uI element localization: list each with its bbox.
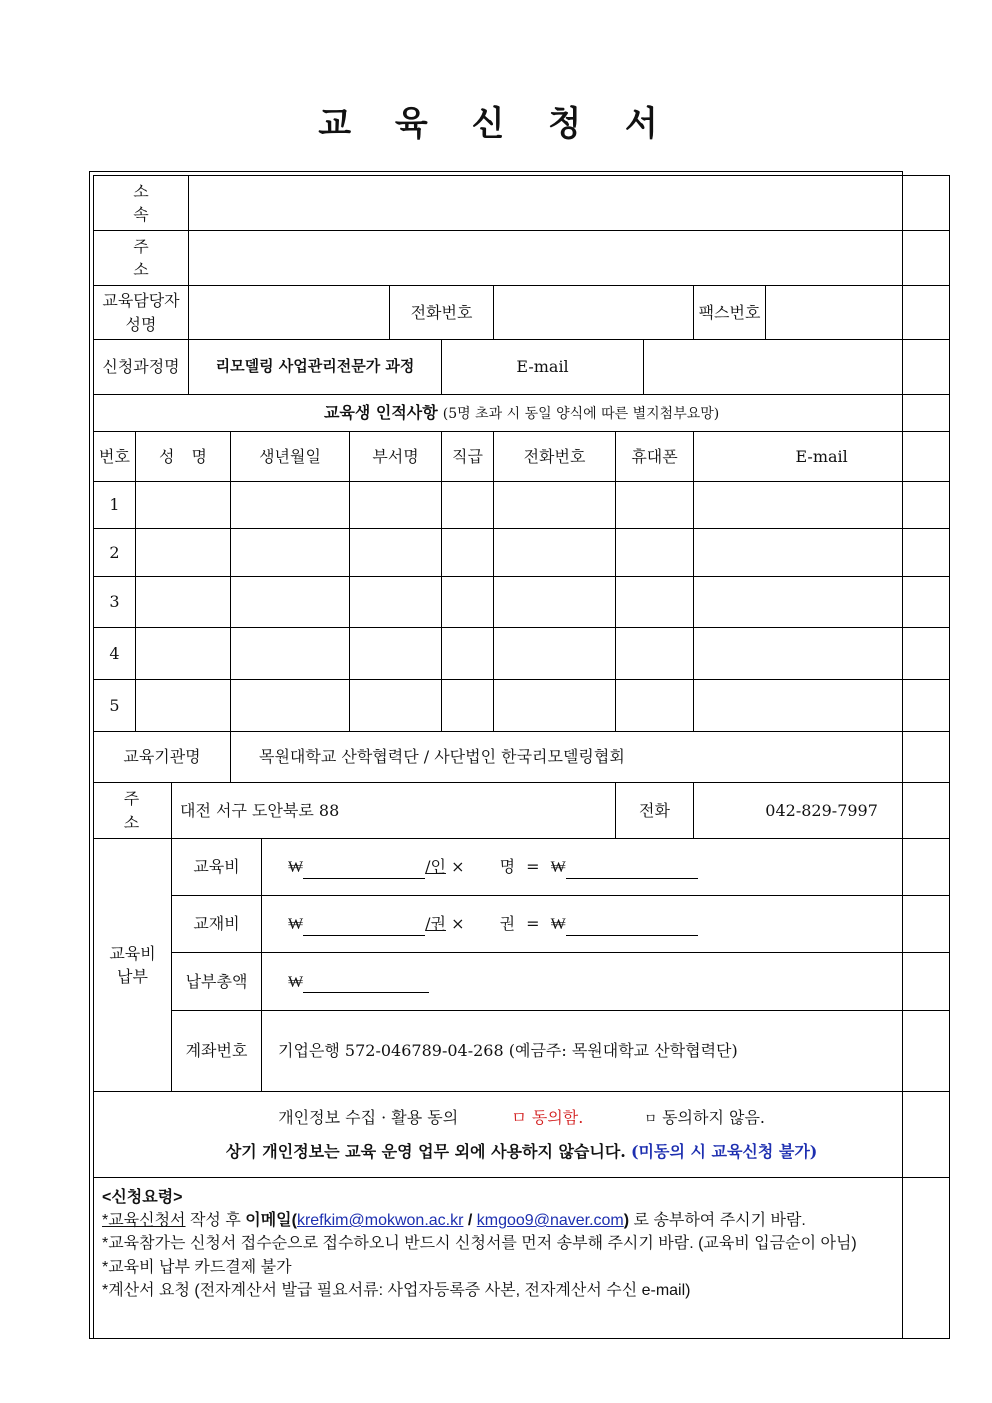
institution-row bbox=[94, 732, 950, 783]
phone-input[interactable] bbox=[494, 286, 694, 340]
consent-notice: 상기 개인정보는 교육 운영 업무 외에 사용하지 않습니다. bbox=[225, 1141, 626, 1161]
textbook-unit-input[interactable] bbox=[303, 917, 425, 936]
institution-name-label: 교육기관명 bbox=[94, 732, 231, 783]
student-row bbox=[94, 482, 950, 529]
students-heading bbox=[94, 395, 950, 432]
won-sign: ₩ bbox=[288, 857, 304, 877]
fax-input[interactable] bbox=[766, 286, 950, 340]
address-label: 주 소 bbox=[94, 231, 189, 286]
email-input[interactable] bbox=[644, 340, 950, 395]
student-name-input[interactable] bbox=[136, 680, 231, 732]
student-row bbox=[94, 680, 950, 732]
people-count-label: 명 bbox=[499, 857, 516, 877]
account-row bbox=[94, 1011, 950, 1092]
student-phone-input[interactable] bbox=[494, 628, 616, 680]
payment-group-label bbox=[94, 839, 172, 1092]
email-link-1[interactable]: krefkim@mokwon.ac.kr bbox=[296, 1212, 464, 1230]
institution-address-row bbox=[94, 783, 950, 839]
col-header-position: 직급 bbox=[442, 432, 494, 482]
equals-sign: = bbox=[526, 857, 540, 877]
students-heading-row bbox=[94, 395, 950, 432]
per-person-text: /인 bbox=[425, 857, 446, 877]
student-phone-input[interactable] bbox=[494, 577, 616, 628]
manager-label-line2: 성명 bbox=[125, 314, 157, 334]
guide-line1-b: 작성 후 bbox=[185, 1212, 246, 1230]
page-title: 교 육 신 청 서 bbox=[318, 104, 674, 144]
guide-cell bbox=[94, 1178, 950, 1339]
guide-row bbox=[94, 1178, 950, 1339]
consent-notice-line bbox=[94, 1136, 949, 1168]
books-count-label: 권 bbox=[499, 914, 516, 934]
guide-line1-c: 이메일( bbox=[245, 1212, 297, 1230]
student-mobile-input[interactable] bbox=[616, 628, 694, 680]
textbook-subtotal-input[interactable] bbox=[566, 917, 698, 936]
course-label: 신청과정명 bbox=[94, 340, 189, 395]
affiliation-label: 소 속 bbox=[94, 176, 189, 231]
student-phone-input[interactable] bbox=[494, 680, 616, 732]
col-header-name: 성 명 bbox=[136, 432, 231, 482]
consent-text: 개인정보 수집 · 활용 동의 bbox=[278, 1107, 459, 1127]
col-header-mobile: 휴대폰 bbox=[616, 432, 694, 482]
manager-label-line1: 교육담당자 bbox=[102, 291, 180, 311]
consent-cell bbox=[94, 1092, 950, 1178]
student-position-input[interactable] bbox=[442, 482, 494, 529]
student-mobile-input[interactable] bbox=[616, 482, 694, 529]
disagree-label: 동의하지 않음. bbox=[662, 1107, 765, 1127]
guide-line-2: *교육참가는 신청서 접수순으로 접수하오니 반드시 신청서를 먼저 송부해 주시기 바람. (교육비 입금순이 아님) bbox=[102, 1235, 857, 1253]
consent-notice-note: (미동의 시 교육신청 불가) bbox=[630, 1141, 818, 1161]
student-department-input[interactable] bbox=[350, 628, 442, 680]
guide-line1-a: *교육신청서 bbox=[102, 1212, 186, 1230]
course-row bbox=[94, 340, 950, 395]
student-phone-input[interactable] bbox=[494, 529, 616, 577]
email-label: E-mail bbox=[442, 340, 644, 395]
student-department-input[interactable] bbox=[350, 529, 442, 577]
student-row bbox=[94, 628, 950, 680]
student-email-input[interactable] bbox=[694, 482, 950, 529]
institution-address-label: 주 소 bbox=[94, 783, 172, 839]
student-name-input[interactable] bbox=[136, 482, 231, 529]
students-heading-title: 교육생 인적사항 bbox=[323, 403, 438, 423]
times-sign: × bbox=[451, 857, 465, 877]
total-label: 납부총액 bbox=[172, 953, 262, 1011]
address-row bbox=[94, 231, 950, 286]
student-name-input[interactable] bbox=[136, 628, 231, 680]
textbook-formula bbox=[262, 896, 950, 953]
address-input[interactable] bbox=[189, 231, 950, 286]
affiliation-row bbox=[94, 176, 950, 231]
col-header-number: 번호 bbox=[94, 432, 136, 482]
student-number: 3 bbox=[94, 577, 136, 628]
student-department-input[interactable] bbox=[350, 680, 442, 732]
student-position-input[interactable] bbox=[442, 529, 494, 577]
textbook-row bbox=[94, 896, 950, 953]
guide-line-4: *계산서 요청 (전자계산서 발급 필요서류: 사업자등록증 사본, 전자계산서 수신 e-mail) bbox=[102, 1281, 691, 1299]
institution-address-value: 대전 서구 도안북로 88 bbox=[172, 783, 616, 839]
student-phone-input[interactable] bbox=[494, 482, 616, 529]
agree-checkbox[interactable]: ㅁ bbox=[511, 1107, 527, 1127]
student-position-input[interactable] bbox=[442, 628, 494, 680]
student-number: 4 bbox=[94, 628, 136, 680]
guide-line1-e: 로 송부하여 주시기 바람. bbox=[629, 1212, 806, 1230]
guide-line-1 bbox=[102, 1209, 941, 1232]
account-value: 기업은행 572-046789-04-268 (예금주: 목원대학교 산학협력단) bbox=[262, 1011, 950, 1092]
won-sign: ₩ bbox=[288, 971, 304, 991]
total-row bbox=[94, 953, 950, 1011]
won-sign: ₩ bbox=[288, 914, 304, 934]
fax-label: 팩스번호 bbox=[694, 286, 766, 340]
student-birthdate-input[interactable] bbox=[231, 529, 350, 577]
student-email-input[interactable] bbox=[694, 529, 950, 577]
student-mobile-input[interactable] bbox=[616, 680, 694, 732]
student-mobile-input[interactable] bbox=[616, 577, 694, 628]
student-number: 1 bbox=[94, 482, 136, 529]
student-number: 5 bbox=[94, 680, 136, 732]
application-form-table bbox=[93, 175, 950, 1339]
student-department-input[interactable] bbox=[350, 577, 442, 628]
tuition-unit-input[interactable] bbox=[303, 860, 425, 879]
course-value: 리모델링 사업관리전문가 과정 bbox=[189, 340, 442, 395]
email-link-2[interactable]: kmgoo9@naver.com bbox=[476, 1212, 624, 1230]
manager-row bbox=[94, 286, 950, 340]
student-name-input[interactable] bbox=[136, 529, 231, 577]
agree-label: 동의함. bbox=[531, 1107, 584, 1127]
col-header-department: 부서명 bbox=[350, 432, 442, 482]
guide-heading: <신청요령> bbox=[102, 1189, 183, 1206]
total-formula bbox=[262, 953, 950, 1011]
textbook-label: 교재비 bbox=[172, 896, 262, 953]
disagree-checkbox[interactable]: ㅁ bbox=[644, 1111, 657, 1127]
student-email-input[interactable] bbox=[694, 680, 950, 732]
student-birthdate-input[interactable] bbox=[231, 628, 350, 680]
student-birthdate-input[interactable] bbox=[231, 482, 350, 529]
affiliation-input[interactable] bbox=[189, 176, 950, 231]
tuition-formula bbox=[262, 839, 950, 896]
student-email-input[interactable] bbox=[694, 628, 950, 680]
institution-phone-value: 042-829-7997 bbox=[694, 783, 950, 839]
student-position-input[interactable] bbox=[442, 577, 494, 628]
student-birthdate-input[interactable] bbox=[231, 577, 350, 628]
tuition-subtotal-input[interactable] bbox=[566, 860, 698, 879]
guide-separator: / bbox=[463, 1212, 477, 1230]
guide-line-3: *교육비 납부 카드결제 불가 bbox=[102, 1258, 292, 1276]
institution-phone-label: 전화 bbox=[616, 783, 694, 839]
col-header-birthdate: 생년월일 bbox=[231, 432, 350, 482]
student-birthdate-input[interactable] bbox=[231, 680, 350, 732]
phone-label: 전화번호 bbox=[390, 286, 494, 340]
student-name-input[interactable] bbox=[136, 577, 231, 628]
manager-name-input[interactable] bbox=[189, 286, 390, 340]
guide-line1-d: ) bbox=[623, 1212, 630, 1230]
consent-row bbox=[94, 1092, 950, 1178]
student-position-input[interactable] bbox=[442, 680, 494, 732]
per-book-text: /권 bbox=[425, 914, 446, 934]
student-mobile-input[interactable] bbox=[616, 529, 694, 577]
student-row bbox=[94, 577, 950, 628]
account-label: 계좌번호 bbox=[172, 1011, 262, 1092]
total-amount-input[interactable] bbox=[303, 974, 429, 993]
won-sign: ₩ bbox=[550, 914, 566, 934]
manager-label bbox=[94, 286, 189, 340]
student-row bbox=[94, 529, 950, 577]
students-header-row bbox=[94, 432, 950, 482]
student-department-input[interactable] bbox=[350, 482, 442, 529]
tuition-label: 교육비 bbox=[172, 839, 262, 896]
times-sign: × bbox=[451, 914, 465, 934]
equals-sign: = bbox=[526, 914, 540, 934]
consent-line bbox=[94, 1102, 949, 1136]
student-number: 2 bbox=[94, 529, 136, 577]
col-header-email: E-mail bbox=[694, 432, 950, 482]
institution-name-value: 목원대학교 산학협력단 / 사단법인 한국리모델링협회 bbox=[231, 732, 950, 783]
col-header-phone: 전화번호 bbox=[494, 432, 616, 482]
student-email-input[interactable] bbox=[694, 577, 950, 628]
payment-group-label-line1: 교육비 bbox=[109, 943, 156, 963]
tuition-row bbox=[94, 839, 950, 896]
students-heading-note: (5명 초과 시 동일 양식에 따른 별지첨부요망) bbox=[442, 406, 720, 423]
won-sign: ₩ bbox=[550, 857, 566, 877]
payment-group-label-line2: 납부 bbox=[117, 967, 148, 986]
